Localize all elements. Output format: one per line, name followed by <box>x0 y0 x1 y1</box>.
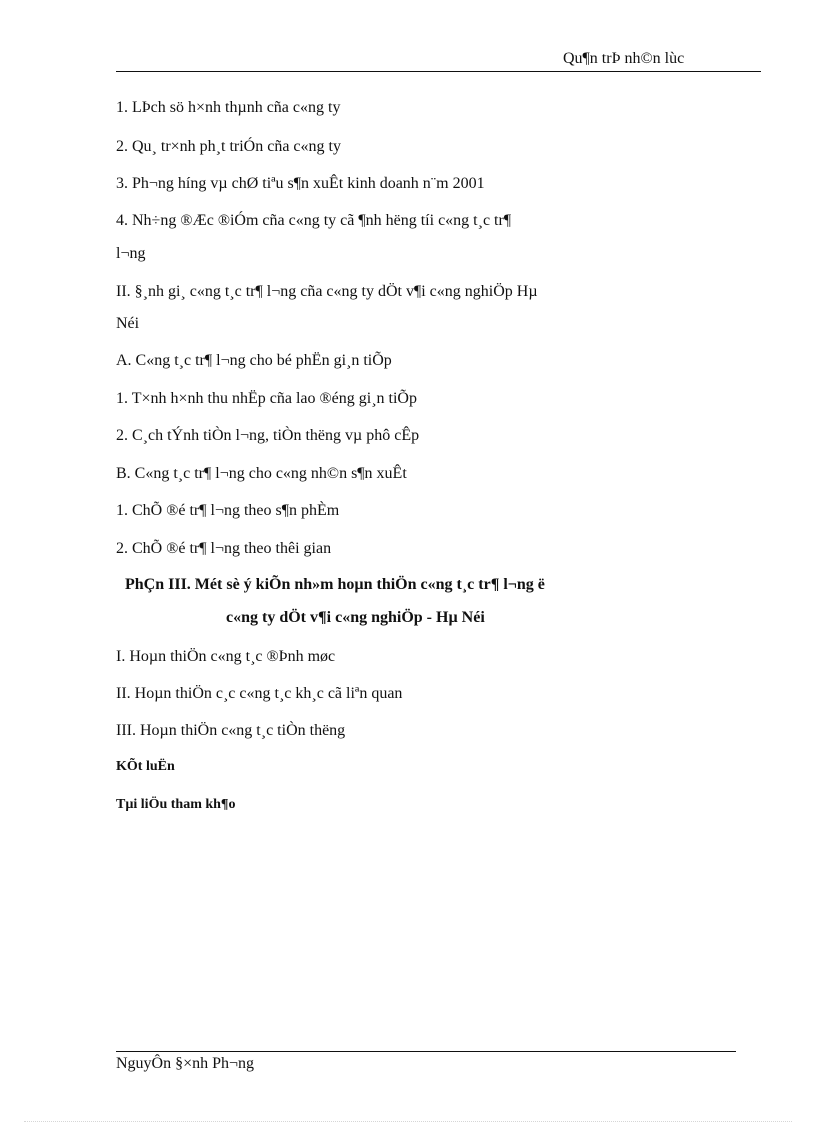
footer-rule <box>116 1051 736 1052</box>
toc-conclusion: KÕt luËn <box>116 759 175 774</box>
toc-item: 3. Ph¬ng híng vµ chØ tiªu s¶n xuÊt kinh doanh n¨m 2001 <box>116 175 485 192</box>
toc-item: III. Hoµn thiÖn c«ng t¸c tiÒn thëng <box>116 722 346 739</box>
toc-item: 4. Nh÷ng ®Æc ®iÓm cña c«ng ty cã ¶nh hëng tíi c«ng t¸c tr¶ <box>116 212 512 229</box>
toc-item: I. Hoµn thiÖn c«ng t¸c ®Þnh møc <box>116 648 336 665</box>
header-rule <box>116 71 761 72</box>
page-edge-divider <box>24 1121 792 1122</box>
toc-item: 2. Qu¸ tr×nh ph¸t triÓn cña c«ng ty <box>116 138 341 155</box>
toc-references: Tµi liÖu tham kh¶o <box>116 797 236 812</box>
toc-item: 1. ChÕ ®é tr¶ l¬ng theo s¶n phÈm <box>116 502 340 519</box>
toc-item-continuation: l¬ng <box>116 245 146 262</box>
toc-item: 1. T×nh h×nh thu nhËp cña lao ®éng gi¸n tiÕp <box>116 390 417 407</box>
toc-subsection: B. C«ng t¸c tr¶ l¬ng cho c«ng nh©n s¶n xuÊt <box>116 465 407 482</box>
footer-author: NguyÔn §×nh Ph¬ng <box>116 1055 255 1072</box>
toc-item: 2. C¸ch tÝnh tiÒn l¬ng, tiÒn thëng vµ phô cÊp <box>116 427 420 444</box>
toc-item: 1. LÞch sö h×nh thµnh cña c«ng ty <box>116 99 341 116</box>
page-header-title: Qu¶n trÞ nh©n lùc <box>563 50 685 67</box>
toc-item-continuation: Néi <box>116 315 140 332</box>
toc-section: II. §¸nh gi¸ c«ng t¸c tr¶ l¬ng cña c«ng ty dÖt v¶i c«ng nghiÖp Hµ <box>116 283 538 300</box>
toc-item: II. Hoµn thiÖn c¸c c«ng t¸c kh¸c cã liªn quan <box>116 685 403 702</box>
part3-heading-line1: PhÇn III. Mét sè ý kiÕn nh»m hoµn thiÖn c«ng t¸c tr¶ l¬ng ë <box>125 576 545 593</box>
toc-item: 2. ChÕ ®é tr¶ l¬ng theo thêi gian <box>116 540 332 557</box>
toc-subsection: A. C«ng t¸c tr¶ l¬ng cho bé phËn gi¸n tiÕp <box>116 352 392 369</box>
part3-heading-line2: c«ng ty dÖt v¶i c«ng nghiÖp - Hµ Néi <box>226 609 485 626</box>
